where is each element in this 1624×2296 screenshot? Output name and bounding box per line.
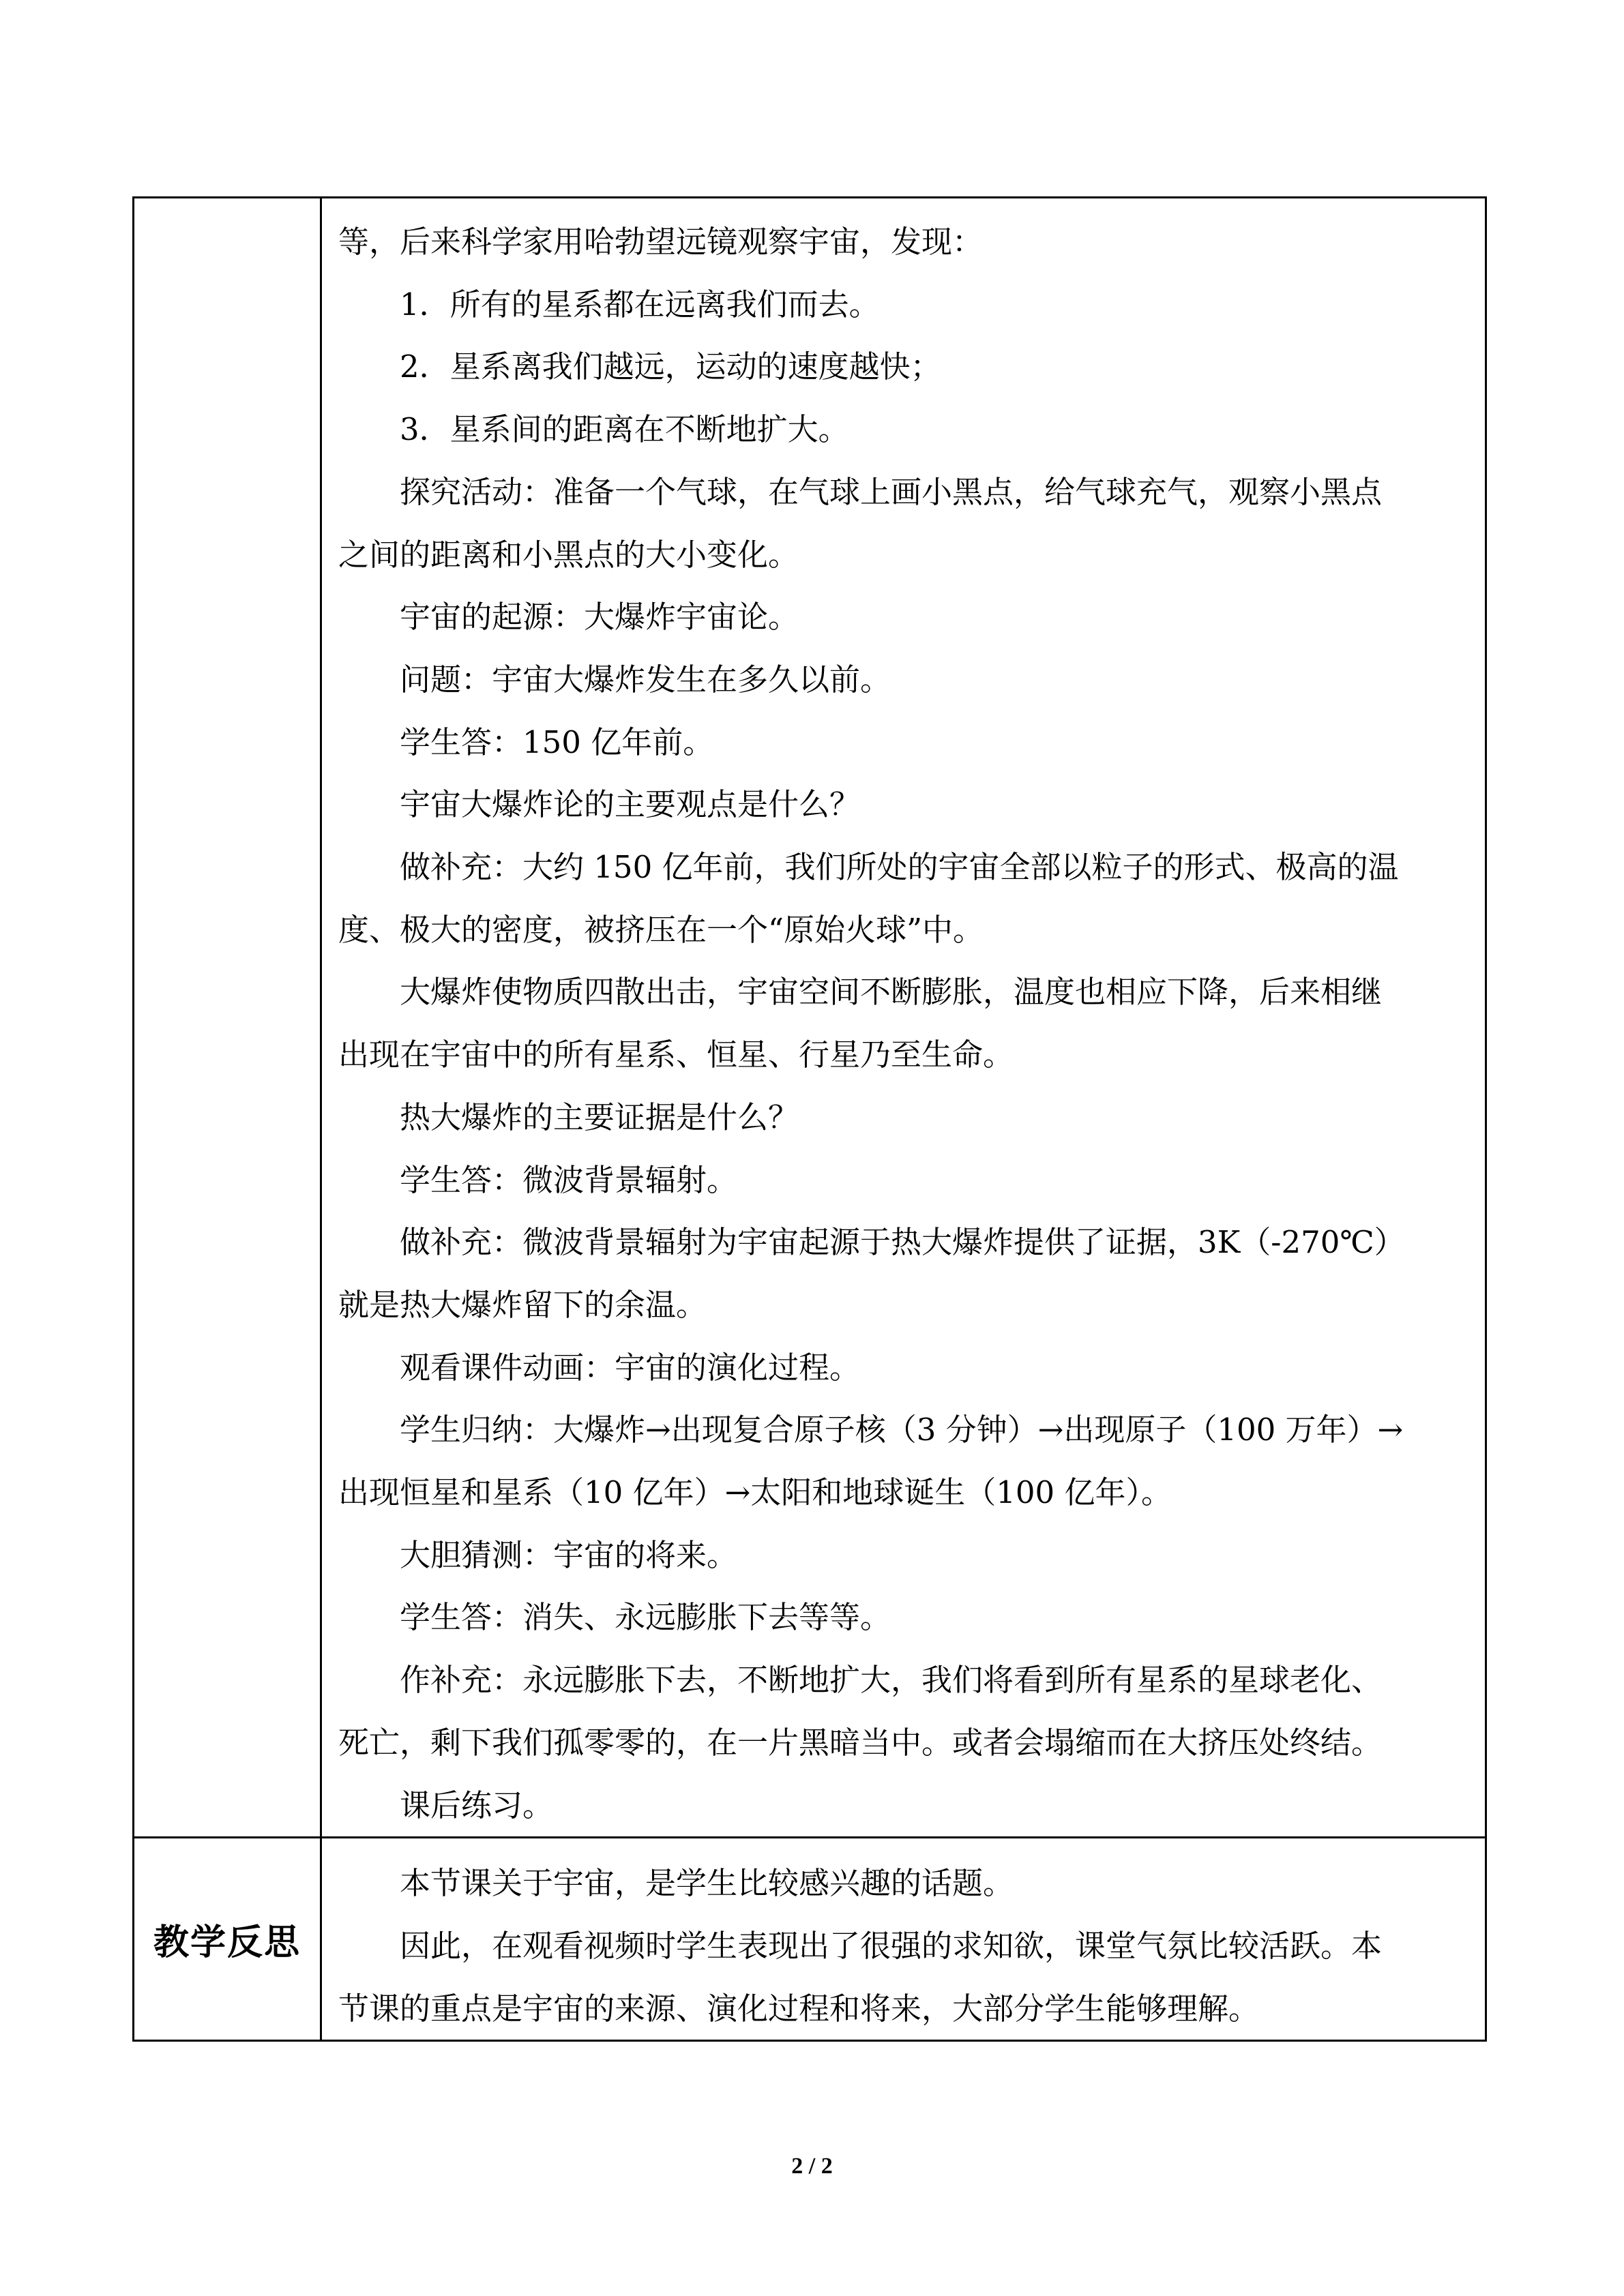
paragraph-line: 学生答：消失、永远膨胀下去等等。 xyxy=(400,1599,891,1636)
paragraph-line: 1．所有的星系都在远离我们而去。 xyxy=(400,286,880,323)
paragraph-line: 等，后来科学家用哈勃望远镜观察宇宙，发现： xyxy=(338,224,984,260)
page-number: 2 / 2 xyxy=(791,2153,833,2179)
paragraph-line: 本节课关于宇宙，是学生比较感兴趣的话题。 xyxy=(400,1865,1014,1902)
paragraph-line: 因此，在观看视频时学生表现出了很强的求知欲，课堂气氛比较活跃。本 xyxy=(400,1927,1383,1964)
paragraph-line: 学生归纳：大爆炸→出现复合原子核（3 分钟）→出现原子（100 万年）→ xyxy=(400,1412,1404,1448)
paragraph-line: 宇宙大爆炸论的主要观点是什么？ xyxy=(400,786,861,823)
process-content-cell xyxy=(321,198,1486,1838)
paragraph-line: 度、极大的密度，被挤压在一个“原始火球”中。 xyxy=(338,911,984,948)
paragraph-line: 做补充：微波背景辐射为宇宙起源于热大爆炸提供了证据，3K（-270℃） xyxy=(400,1224,1405,1261)
paragraph-line: 热大爆炸的主要证据是什么？ xyxy=(400,1099,799,1135)
paragraph-line: 学生答：150 亿年前。 xyxy=(400,724,714,760)
paragraph-line: 观看课件动画：宇宙的演化过程。 xyxy=(400,1349,861,1386)
paragraph-line: 死亡，剩下我们孤零零的，在一片黑暗当中。或者会塌缩而在大挤压处终结。 xyxy=(338,1724,1383,1761)
paragraph-line: 探究活动：准备一个气球，在气球上画小黑点，给气球充气，观察小黑点 xyxy=(400,473,1383,510)
reflection-label-cell xyxy=(134,1838,321,2041)
paragraph-line: 出现在宇宙中的所有星系、恒星、行星乃至生命。 xyxy=(338,1037,1014,1073)
paragraph-line: 3．星系间的距离在不断地扩大。 xyxy=(400,411,849,448)
paragraph-line: 宇宙的起源：大爆炸宇宙论。 xyxy=(400,599,799,636)
paragraph-line: 作补充：永远膨胀下去，不断地扩大，我们将看到所有星系的星球老化、 xyxy=(400,1662,1383,1699)
paragraph-line: 节课的重点是宇宙的来源、演化过程和将来，大部分学生能够理解。 xyxy=(338,1990,1260,2027)
paragraph-line: 出现恒星和星系（10 亿年）→太阳和地球诞生（100 亿年）。 xyxy=(338,1474,1172,1511)
process-label-cell xyxy=(134,198,321,1838)
paragraph-line: 之间的距离和小黑点的大小变化。 xyxy=(338,536,799,573)
paragraph-line: 2．星系离我们越远，运动的速度越快； xyxy=(400,348,941,385)
reflection-content-cell xyxy=(321,1838,1486,2041)
reflection-title: 教学反思 xyxy=(153,1922,301,1964)
paragraph-line: 大爆炸使物质四散出击，宇宙空间不断膨胀，温度也相应下降，后来相继 xyxy=(400,974,1383,1011)
paragraph-line: 课后练习。 xyxy=(400,1787,554,1823)
reflection-row xyxy=(134,1838,1486,2041)
paragraph-line: 做补充：大约 150 亿年前，我们所处的宇宙全部以粒子的形式、极高的温 xyxy=(400,849,1399,886)
reflection-text xyxy=(338,1852,1468,2040)
paragraph-line: 大胆猜测：宇宙的将来。 xyxy=(400,1536,738,1573)
process-row xyxy=(134,198,1486,1838)
paragraph-line: 学生答：微波背景辐射。 xyxy=(400,1161,738,1198)
paragraph-line: 就是热大爆炸留下的余温。 xyxy=(338,1286,707,1323)
paragraph-line: 问题：宇宙大爆炸发生在多久以前。 xyxy=(400,661,891,698)
lesson-table xyxy=(132,196,1487,2042)
process-text xyxy=(338,211,1468,1836)
